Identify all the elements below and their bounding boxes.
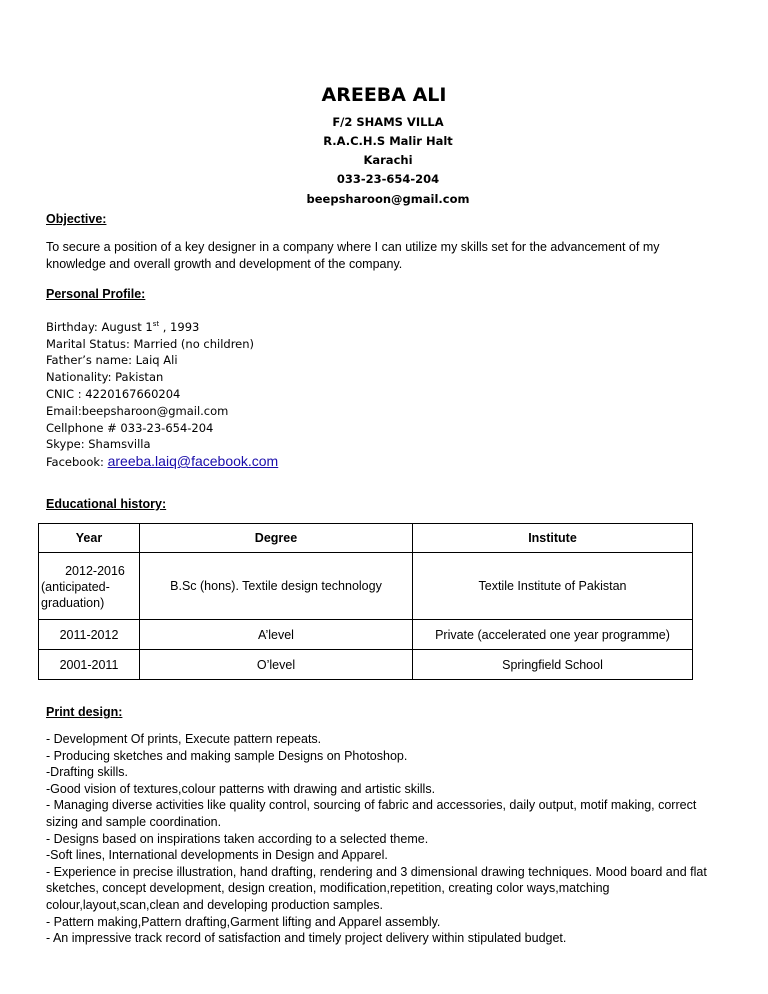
year-cell: 2011-2012: [39, 620, 140, 650]
list-item: - Development Of prints, Execute pattern repeats.: [46, 732, 322, 746]
list-item: - Pattern making,Pattern drafting,Garment lifting and Apparel assembly.: [46, 914, 441, 929]
cnic: CNIC : 4220167660204: [46, 387, 181, 402]
profile-heading: Personal Profile:: [46, 287, 146, 301]
nationality: Nationality: Pakistan: [46, 370, 164, 385]
list-item: -Soft lines, International developments in Design and Apparel.: [46, 848, 388, 863]
list-item: -Drafting skills.: [46, 765, 128, 780]
education-heading: Educational history:: [46, 497, 167, 511]
email: beepsharoon@gmail.com: [306, 192, 470, 206]
address-line-3: Karachi: [363, 153, 413, 167]
address-line-2: R.A.C.H.S Malir Halt: [323, 134, 453, 148]
father-name: Father’s name: Laiq Ali: [46, 353, 178, 368]
skype: Skype: Shamsvilla: [46, 437, 151, 452]
list-item: - Producing sketches and making sample Designs on Photoshop.: [46, 748, 408, 763]
cellphone: Cellphone # 033-23-654-204: [46, 420, 214, 435]
list-item: -Good vision of textures,colour patterns with drawing and artistic skills.: [46, 781, 436, 796]
marital-status: Marital Status: Married (no children): [46, 336, 255, 351]
year-cell: 2012-2016 (anticipated- graduation): [39, 553, 140, 620]
col-header-institute: Institute: [413, 524, 693, 553]
profile-details: [46, 316, 546, 471]
table-row: [39, 553, 693, 620]
candidate-name: AREEBA ALI: [321, 84, 447, 106]
facebook: Facebook: areeba.laiq@facebook.com: [46, 453, 279, 470]
degree-cell: B.Sc (hons). Textile design technology: [140, 553, 413, 620]
phone: 033-23-654-204: [336, 172, 440, 186]
print-design-list: [46, 731, 726, 947]
degree-cell: A’level: [140, 620, 413, 650]
institute-cell: Springfield School: [413, 650, 693, 680]
address-line-1: F/2 SHAMS VILLA: [332, 115, 444, 129]
col-header-degree: Degree: [140, 524, 413, 553]
table-row: [39, 620, 693, 650]
institute-cell: Private (accelerated one year programme): [413, 620, 693, 650]
table-row: [39, 650, 693, 680]
list-item: - Managing diverse activities like quality control, sourcing of fabric and accessories, daily output, motif making, correct sizing and sample coordination.: [46, 798, 697, 829]
institute-cell: Textile Institute of Pakistan: [413, 553, 693, 620]
degree-cell: O’level: [140, 650, 413, 680]
facebook-link[interactable]: areeba.laiq@facebook.com: [107, 453, 279, 470]
objective-heading: Objective:: [46, 212, 107, 226]
list-item: - An impressive track record of satisfaction and timely project delivery within stipulated budget.: [46, 931, 567, 946]
education-table: [38, 523, 693, 680]
objective-text: To secure a position of a key designer in a company where I can utilize my skills set for the advancement of my knowledge and overall growth and development of the company.: [46, 240, 660, 271]
list-item: - Experience in precise illustration, hand drafting, rendering and 3 dimensional drawing techniques. Mood board and flat sketches, concept development, design creation, modification,repetition, creating color ways,matching colour,layout,scan,clean and developing production samples.: [46, 864, 707, 912]
birthday: Birthday: August 1st , 1993: [46, 319, 200, 334]
print-design-heading: Print design:: [46, 705, 123, 719]
profile-email: Email:beepsharoon@gmail.com: [46, 403, 229, 418]
year-cell: 2001-2011: [39, 650, 140, 680]
col-header-year: Year: [39, 524, 140, 553]
list-item: - Designs based on inspirations taken according to a selected theme.: [46, 831, 429, 846]
